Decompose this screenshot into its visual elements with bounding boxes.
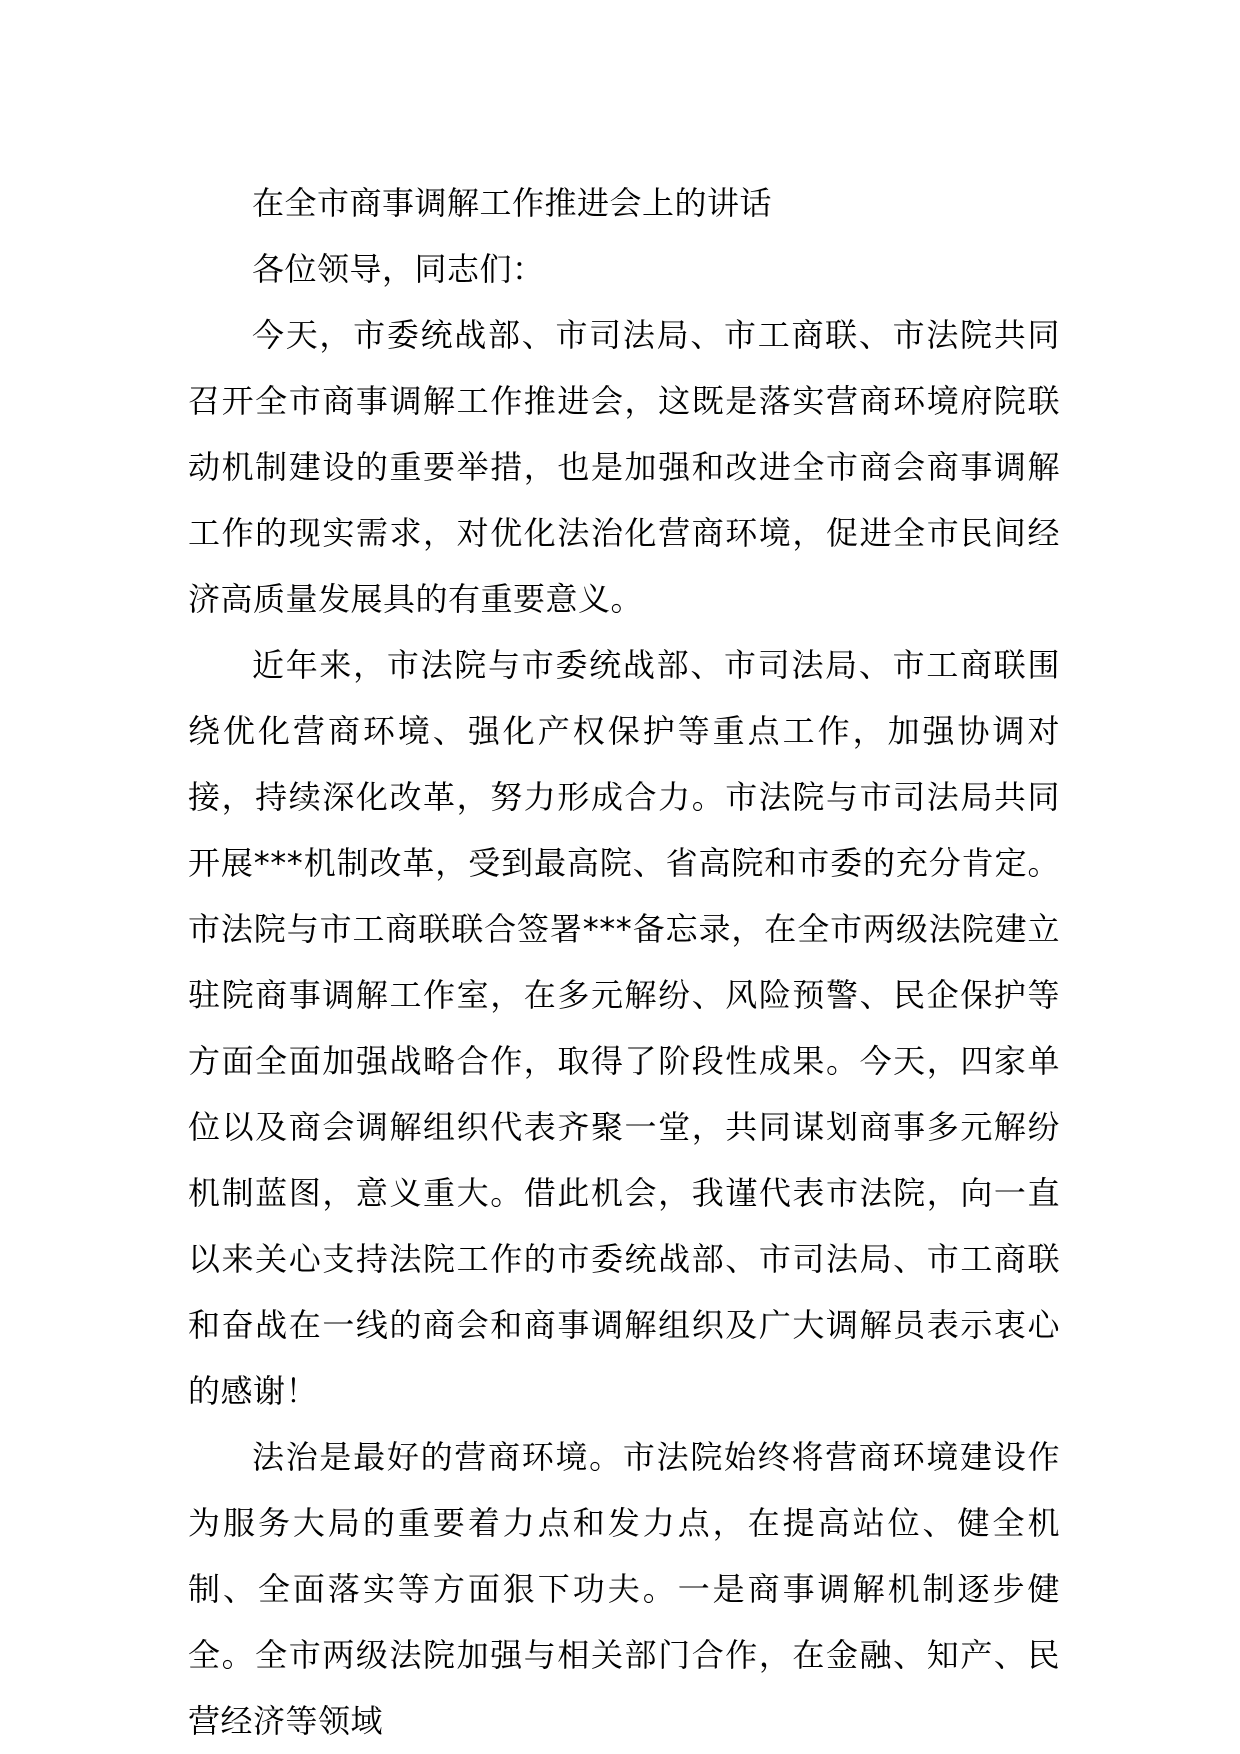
document-title: 在全市商事调解工作推进会上的讲话	[252, 184, 773, 222]
body-paragraph-1: 今天，市委统战部、市司法局、市工商联、市法院共同召开全市商事调解工作推进会，这既是落实营商环境府院联动机制建设的重要举措，也是加强和改进全市商会商事调解工作的现实需求，对优化法治化营商环境，促进全市民间经济高质量发展具的有重要意义。	[188, 316, 1060, 618]
body-paragraph-2: 近年来，市法院与市委统战部、市司法局、市工商联围绕优化营商环境、强化产权保护等重点工作，加强协调对接，持续深化改革，努力形成合力。市法院与市司法局共同开展***机制改革，受到最高院、省高院和市委的充分肯定。市法院与市工商联联合签署***备忘录，在全市两级法院建立驻院商事调解工作室，在多元解纷、风险预警、民企保护等方面全面加强战略合作，取得了阶段性成果。今天，四家单位以及商会调解组织代表齐聚一堂，共同谋划商事多元解纷机制蓝图，意义重大。借此机会，我谨代表市法院，向一直以来关心支持法院工作的市委统战部、市司法局、市工商联和奋战在一线的商会和商事调解组织及广大调解员表示衷心的感谢！	[188, 646, 1060, 1410]
body-paragraph-3: 法治是最好的营商环境。市法院始终将营商环境建设作为服务大局的重要着力点和发力点，在提高站位、健全机制、全面落实等方面狠下功夫。一是商事调解机制逐步健全。全市两级法院加强与相关部门合作，在金融、知产、民营经济等领域	[188, 1438, 1060, 1740]
document-page	[188, 170, 1060, 1754]
salutation: 各位领导，同志们：	[252, 250, 545, 288]
